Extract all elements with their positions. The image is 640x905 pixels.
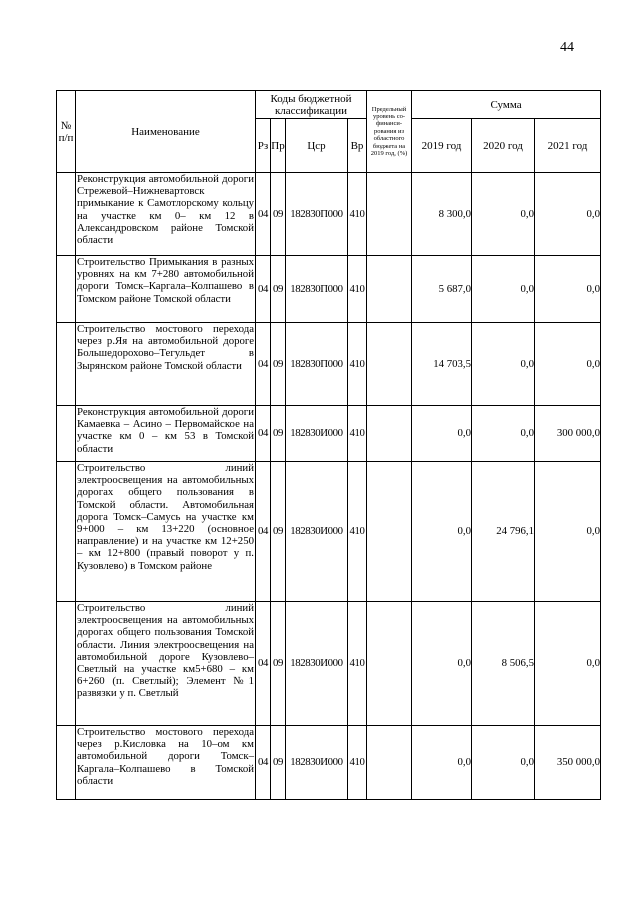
row-2019: 14 703,5 — [412, 323, 472, 406]
row-vr: 410 — [348, 726, 367, 800]
row-2020: 0,0 — [472, 256, 535, 323]
header-rz: Рз — [256, 119, 271, 173]
header-2019: 2019 год — [412, 119, 472, 173]
table-row — [57, 602, 601, 726]
table-row — [57, 726, 601, 800]
header-pr: Пр — [271, 119, 286, 173]
row-csr: 182830И000 — [286, 602, 348, 726]
row-number — [57, 173, 76, 256]
row-share — [367, 406, 412, 462]
row-vr: 410 — [348, 462, 367, 602]
row-rz: 04 — [256, 726, 271, 800]
table-row — [57, 173, 601, 256]
row-2019: 5 687,0 — [412, 256, 472, 323]
row-pr: 09 — [271, 406, 286, 462]
row-number — [57, 602, 76, 726]
row-2020: 0,0 — [472, 406, 535, 462]
row-number — [57, 726, 76, 800]
header-name: Наименование — [76, 91, 256, 173]
row-number — [57, 256, 76, 323]
row-pr: 09 — [271, 256, 286, 323]
row-2019: 0,0 — [412, 462, 472, 602]
row-2020: 8 506,5 — [472, 602, 535, 726]
row-name: Строительство линий электроосвещения на автомобильных дорогах общего пользования в Томской области. Автомобильная дорога Томск–Самусь на участке км 9+000 – км 13+220 (основное направление) и на участке км 12+250 – км 12+800 (правый поворот у п. Кузовлево) в Томском районе — [76, 462, 256, 602]
row-vr: 410 — [348, 323, 367, 406]
row-pr: 09 — [271, 173, 286, 256]
row-2021: 0,0 — [535, 323, 601, 406]
row-name: Строительство линий электроосвещения на автомобильных дорогах общего пользования Томской области. Линия электроосвещения на автомобильной дороге Кузовлево–Светлый на участке км5+680 – км 6+260 (п. Светлый); Элемент №1 развязки у п. Светлый — [76, 602, 256, 726]
row-vr: 410 — [348, 406, 367, 462]
row-csr: 182830И000 — [286, 462, 348, 602]
header-sum-group: Сумма — [412, 91, 601, 119]
row-2021: 0,0 — [535, 173, 601, 256]
header-num: № п/п — [57, 91, 76, 173]
row-name: Строительство мостового перехода через р.Яя на автомобильной дороге Большедорохово–Тегульдет в Зырянском районе Томской области — [76, 323, 256, 406]
row-name: Реконструкция автомобильной дороги Стрежевой–Нижневартовск примыкание к Самотлорскому кольцу на участке км 0– км 12 в Александровском районе Томской области — [76, 173, 256, 256]
row-share — [367, 602, 412, 726]
row-pr: 09 — [271, 726, 286, 800]
row-2021: 0,0 — [535, 602, 601, 726]
row-2021: 0,0 — [535, 256, 601, 323]
row-2021: 0,0 — [535, 462, 601, 602]
row-share — [367, 256, 412, 323]
table-row — [57, 256, 601, 323]
header-share: Предельный уровень со-финанси-рования из областного бюджета на 2019 год, (%) — [367, 91, 412, 173]
row-number — [57, 462, 76, 602]
row-csr: 182830И000 — [286, 406, 348, 462]
table-row — [57, 462, 601, 602]
header-2021: 2021 год — [535, 119, 601, 173]
row-rz: 04 — [256, 256, 271, 323]
row-rz: 04 — [256, 173, 271, 256]
row-csr: 182830П000 — [286, 256, 348, 323]
row-rz: 04 — [256, 462, 271, 602]
row-2019: 0,0 — [412, 602, 472, 726]
table-row — [57, 406, 601, 462]
row-pr: 09 — [271, 323, 286, 406]
row-2020: 0,0 — [472, 726, 535, 800]
row-name: Строительство Примыкания в разных уровнях на км 7+280 автомобильной дороги Томск–Каргала–Колпашево в Томском районе Томской области — [76, 256, 256, 323]
row-rz: 04 — [256, 323, 271, 406]
row-2019: 0,0 — [412, 726, 472, 800]
row-2020: 0,0 — [472, 323, 535, 406]
row-2020: 24 796,1 — [472, 462, 535, 602]
budget-table — [56, 90, 601, 800]
row-csr: 182830П000 — [286, 173, 348, 256]
row-2021: 350 000,0 — [535, 726, 601, 800]
table-row — [57, 323, 601, 406]
row-2021: 300 000,0 — [535, 406, 601, 462]
row-2019: 8 300,0 — [412, 173, 472, 256]
row-csr: 182830И000 — [286, 726, 348, 800]
row-name: Строительство мостового перехода через р.Кисловка на 10–ом км автомобильной дороги Томск–Каргала–Колпашево в Томской области — [76, 726, 256, 800]
row-2020: 0,0 — [472, 173, 535, 256]
header-codes-group: Коды бюджетной классификации — [256, 91, 367, 119]
row-vr: 410 — [348, 256, 367, 323]
header-2020: 2020 год — [472, 119, 535, 173]
row-csr: 182830П000 — [286, 323, 348, 406]
row-pr: 09 — [271, 462, 286, 602]
row-share — [367, 173, 412, 256]
row-name: Реконструкция автомобильной дороги Камаевка – Асино – Первомайское на участке км 0 – км 53 в Томской области — [76, 406, 256, 462]
row-vr: 410 — [348, 173, 367, 256]
row-number — [57, 406, 76, 462]
row-2019: 0,0 — [412, 406, 472, 462]
row-share — [367, 323, 412, 406]
page-number: 44 — [560, 40, 574, 55]
row-number — [57, 323, 76, 406]
row-share — [367, 726, 412, 800]
row-pr: 09 — [271, 602, 286, 726]
row-share — [367, 462, 412, 602]
header-vr: Вр — [348, 119, 367, 173]
row-rz: 04 — [256, 406, 271, 462]
header-csr: Цср — [286, 119, 348, 173]
row-rz: 04 — [256, 602, 271, 726]
row-vr: 410 — [348, 602, 367, 726]
